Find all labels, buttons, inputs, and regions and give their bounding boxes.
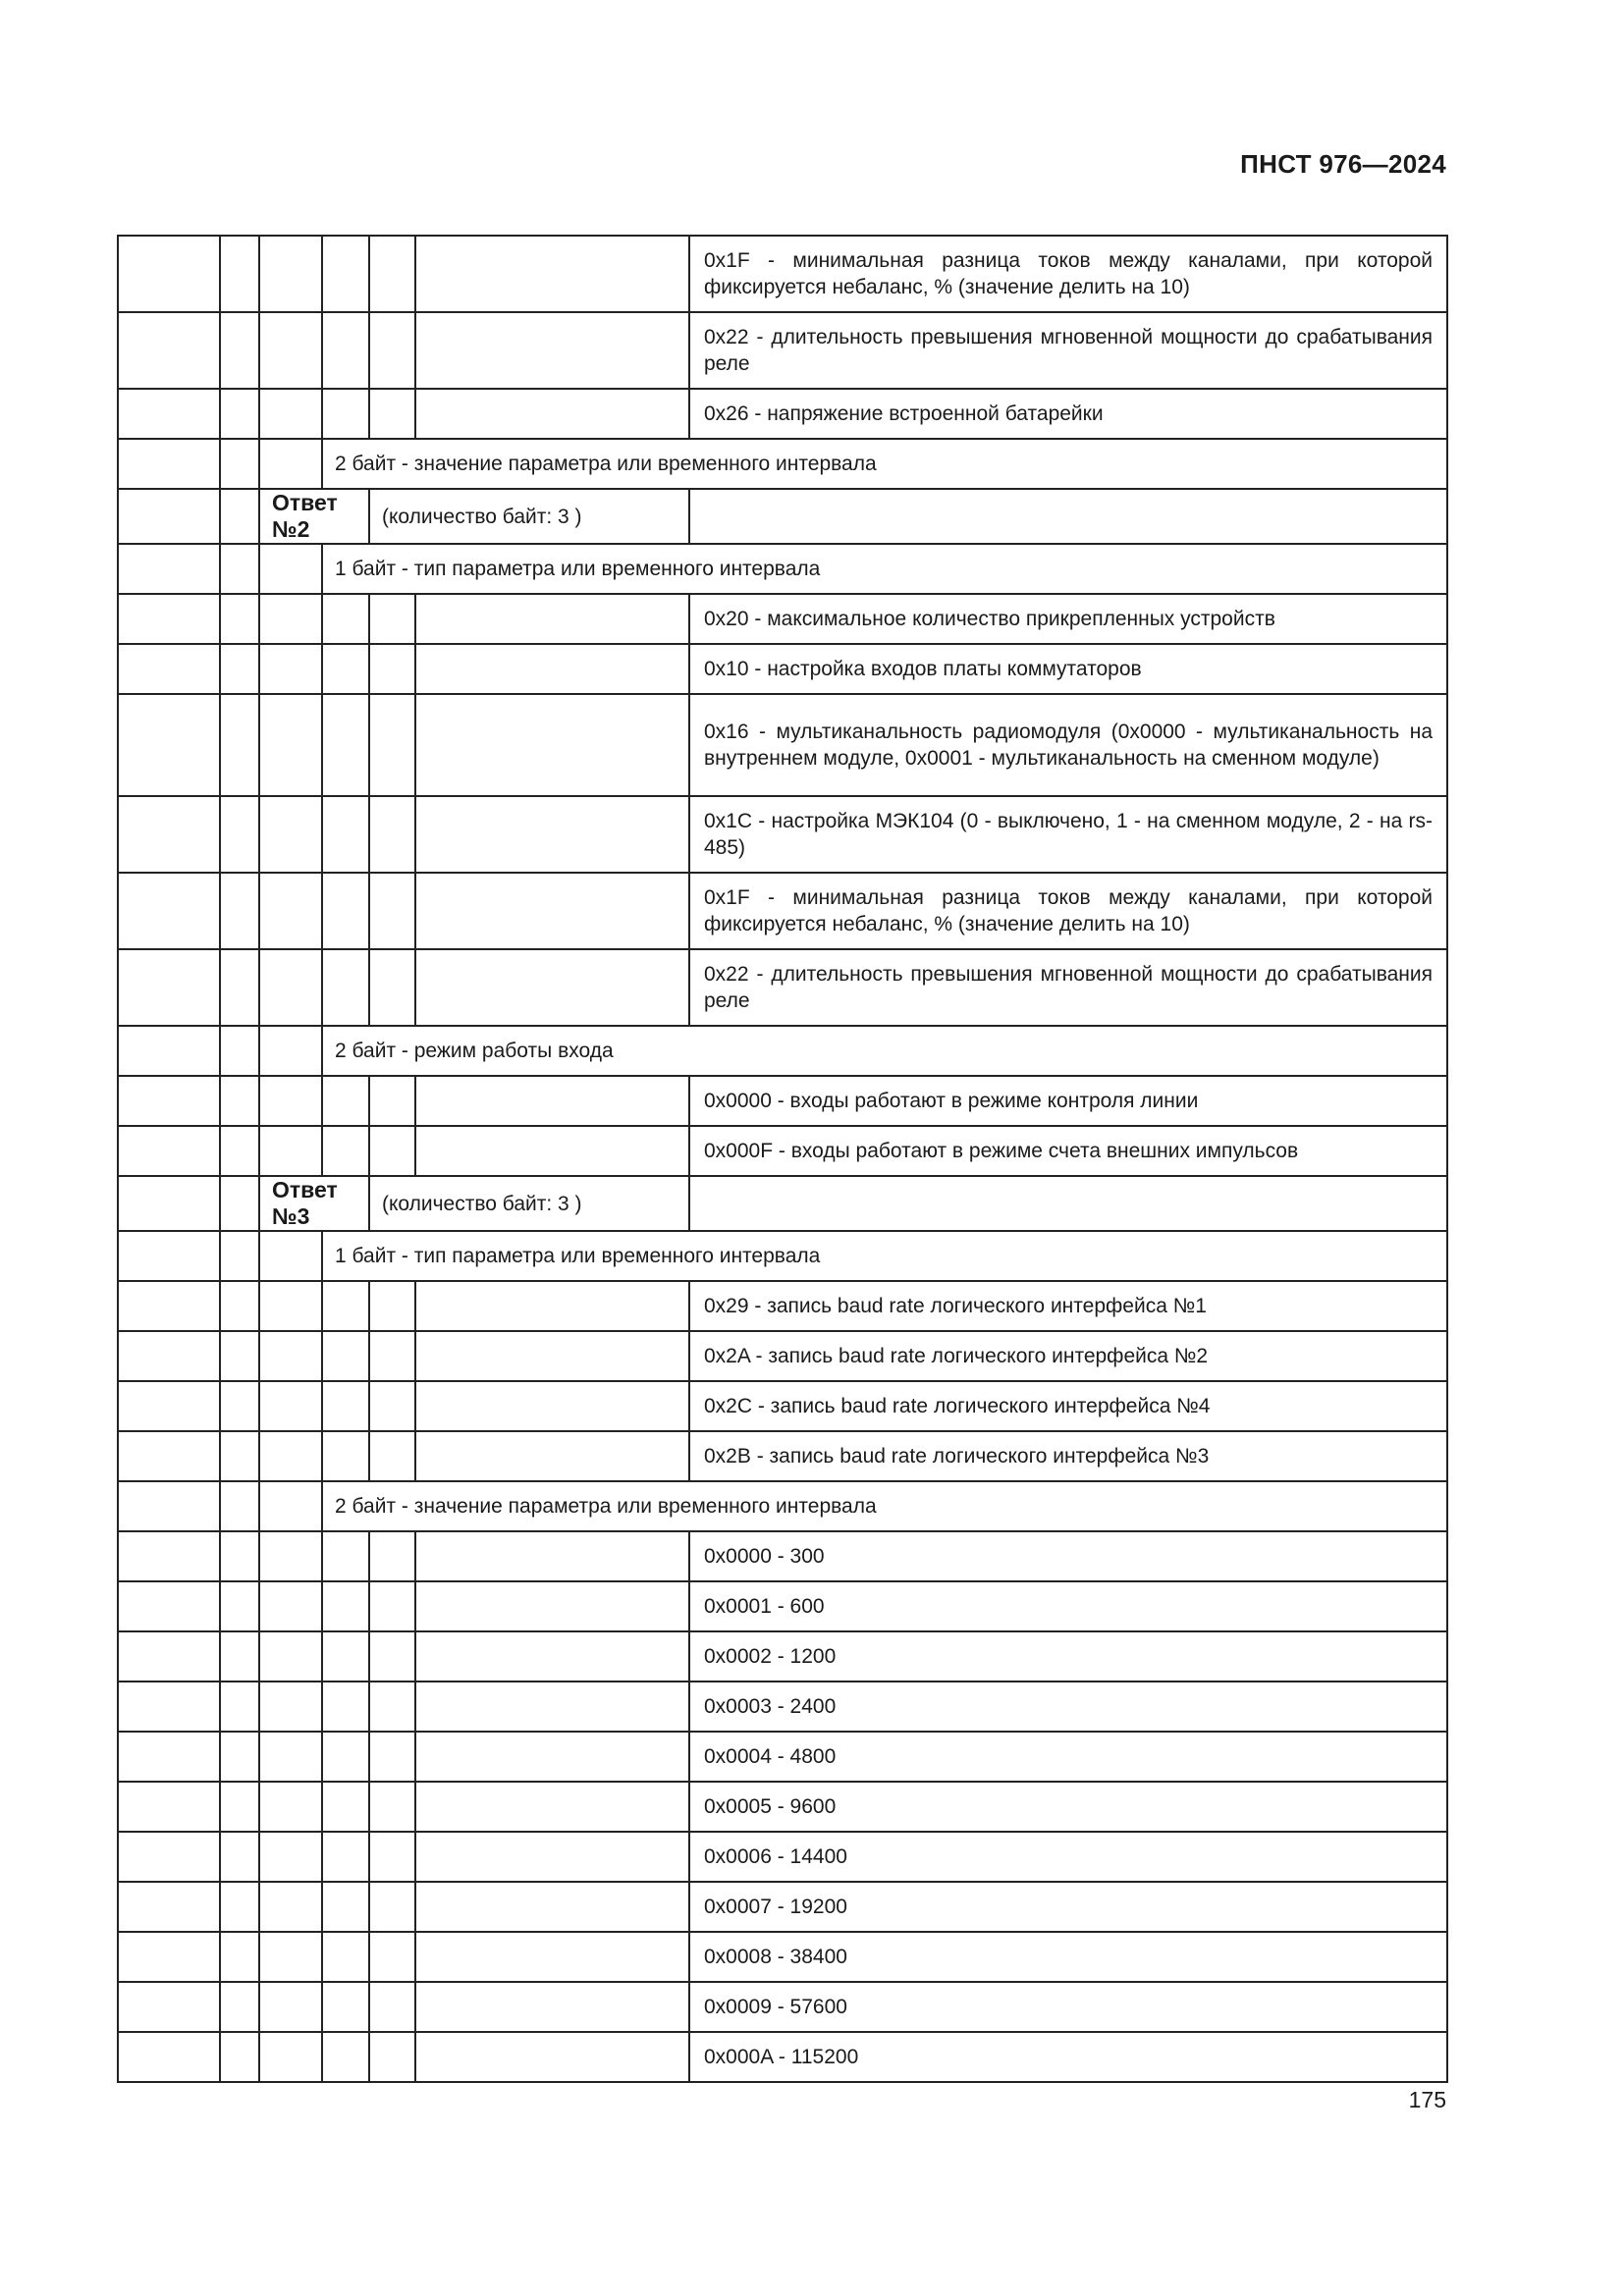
table-row [118, 949, 1447, 1026]
table-cell: 0x0003 - 2400 [689, 1682, 1447, 1732]
table-row [118, 1982, 1447, 2032]
table-cell: 0x16 - мультиканальность радиомодуля (0x0000 - мультиканальность на внутреннем модуле, 0x0001 - мультиканальность на сменном модуле) [689, 694, 1447, 796]
table-cell: 0x0008 - 38400 [689, 1932, 1447, 1982]
table-row [118, 1882, 1447, 1932]
table-row [118, 796, 1447, 873]
spec-table [117, 235, 1448, 2083]
table-cell: 0x22 - длительность превышения мгновенной мощности до срабатывания реле [689, 312, 1447, 389]
table-row [118, 644, 1447, 694]
table-cell: 0x29 - запись baud rate логического интерфейса №1 [689, 1281, 1447, 1331]
document-header: ПНСТ 976—2024 [1240, 149, 1446, 179]
table-row [118, 489, 1447, 544]
table-cell: 0x0001 - 600 [689, 1581, 1447, 1631]
table-cell: 2 байт - значение параметра или временного интервала [322, 439, 1447, 489]
table-row [118, 1431, 1447, 1481]
table-row [118, 1126, 1447, 1176]
table-row [118, 1231, 1447, 1281]
table-row [118, 594, 1447, 644]
table-row [118, 2032, 1447, 2082]
table-row [118, 1026, 1447, 1076]
table-cell: 0x0002 - 1200 [689, 1631, 1447, 1682]
answer-title: Ответ №2 [259, 489, 369, 544]
table-row [118, 389, 1447, 439]
table-cell: 0x2B - запись baud rate логического интерфейса №3 [689, 1431, 1447, 1481]
table-row [118, 236, 1447, 312]
table-cell: 0x2C - запись baud rate логического интерфейса №4 [689, 1381, 1447, 1431]
table-row [118, 1682, 1447, 1732]
table-row [118, 1176, 1447, 1231]
table-cell: 2 байт - значение параметра или временного интервала [322, 1481, 1447, 1531]
table-cell: 0x0006 - 14400 [689, 1832, 1447, 1882]
byte-count: (количество байт: 3 ) [369, 1176, 689, 1231]
table-row [118, 1631, 1447, 1682]
table-row [118, 1481, 1447, 1531]
table-cell: 2 байт - режим работы входа [322, 1026, 1447, 1076]
table-row [118, 544, 1447, 594]
table-cell: 0x1F - минимальная разница токов между каналами, при которой фиксируется небаланс, % (значение делить на 10) [689, 873, 1447, 949]
table-cell: 0x0005 - 9600 [689, 1782, 1447, 1832]
table-cell: 0x0007 - 19200 [689, 1882, 1447, 1932]
table-row [118, 1782, 1447, 1832]
table-cell: 0x0000 - входы работают в режиме контроля линии [689, 1076, 1447, 1126]
table-row [118, 1331, 1447, 1381]
table-cell: 0x26 - напряжение встроенной батарейки [689, 389, 1447, 439]
table-cell: 0x000A - 115200 [689, 2032, 1447, 2082]
table-cell: 0x0000 - 300 [689, 1531, 1447, 1581]
answer-title: Ответ №3 [259, 1176, 369, 1231]
table-cell: 1 байт - тип параметра или временного интервала [322, 544, 1447, 594]
table-cell: 0x10 - настройка входов платы коммутаторов [689, 644, 1447, 694]
table-cell: 0x2A - запись baud rate логического интерфейса №2 [689, 1331, 1447, 1381]
table-row [118, 873, 1447, 949]
table-cell: 0x0004 - 4800 [689, 1732, 1447, 1782]
table-cell: 0x1C - настройка МЭК104 (0 - выключено, 1 - на сменном модуле, 2 - на rs-485) [689, 796, 1447, 873]
table-row [118, 439, 1447, 489]
table-cell: 0x22 - длительность превышения мгновенной мощности до срабатывания реле [689, 949, 1447, 1026]
byte-count: (количество байт: 3 ) [369, 489, 689, 544]
table-cell: 0x000F - входы работают в режиме счета внешних импульсов [689, 1126, 1447, 1176]
table-row [118, 694, 1447, 796]
page-number: 175 [1408, 2087, 1446, 2112]
table-row [118, 1381, 1447, 1431]
table-row [118, 1581, 1447, 1631]
table-row [118, 1832, 1447, 1882]
table-cell: 0x20 - максимальное количество прикрепленных устройств [689, 594, 1447, 644]
table-row [118, 1281, 1447, 1331]
table-row [118, 1076, 1447, 1126]
table-row [118, 1732, 1447, 1782]
table-row [118, 312, 1447, 389]
table-row [118, 1932, 1447, 1982]
table-row [118, 1531, 1447, 1581]
table-cell: 0x0009 - 57600 [689, 1982, 1447, 2032]
table-cell: 1 байт - тип параметра или временного интервала [322, 1231, 1447, 1281]
table-cell: 0x1F - минимальная разница токов между каналами, при которой фиксируется небаланс, % (значение делить на 10) [689, 236, 1447, 312]
